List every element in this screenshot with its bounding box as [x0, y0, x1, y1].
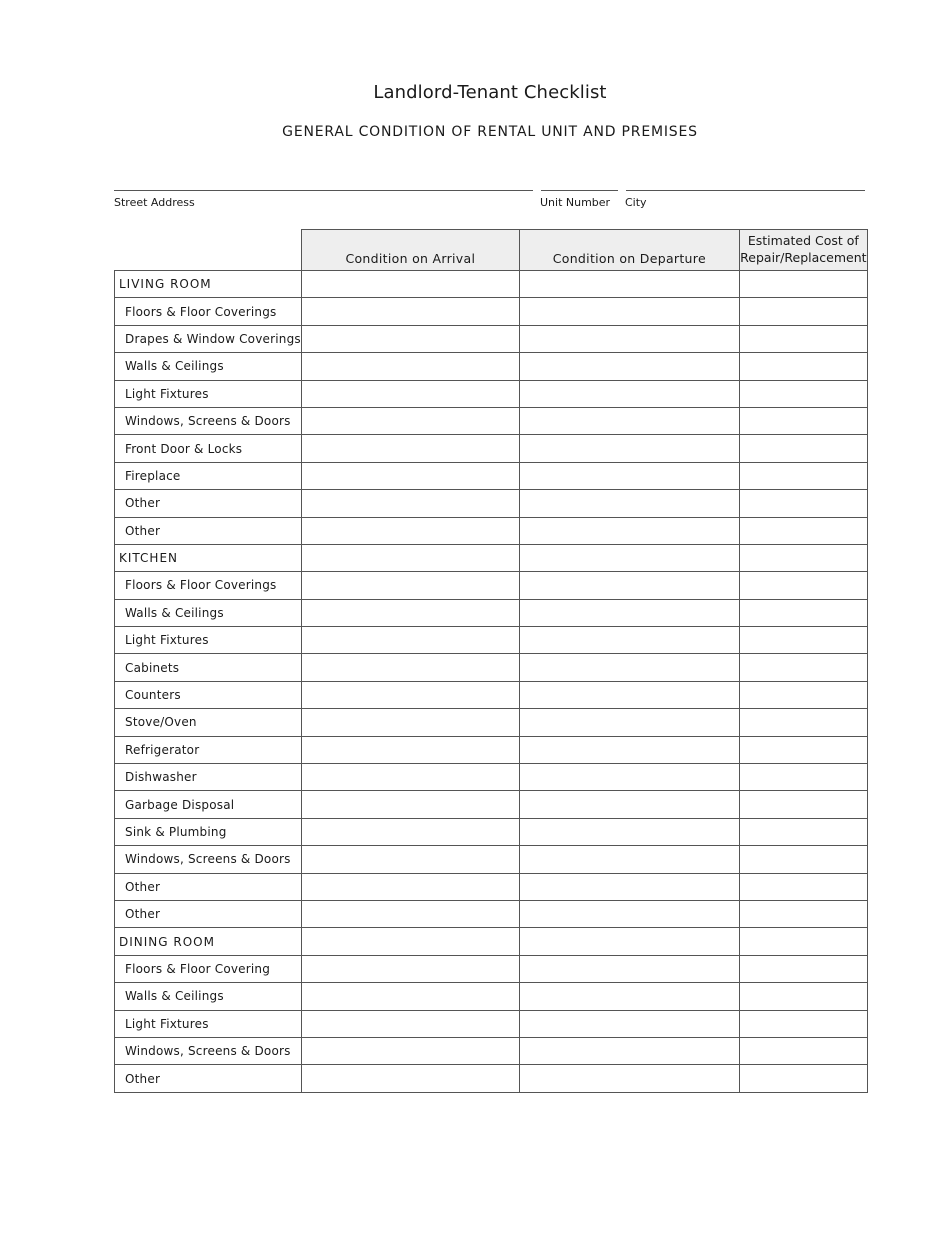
cell-departure[interactable]: [519, 764, 739, 791]
section-label: LIVING ROOM: [115, 271, 302, 298]
table-row: [115, 325, 868, 352]
cell-arrival[interactable]: [301, 709, 519, 736]
item-label: Windows, Screens & Doors: [115, 407, 302, 434]
cell-arrival[interactable]: [301, 271, 519, 298]
item-label: Counters: [115, 681, 302, 708]
cell-arrival[interactable]: [301, 325, 519, 352]
cell-cost[interactable]: [739, 983, 867, 1010]
cell-departure[interactable]: [519, 983, 739, 1010]
cell-cost[interactable]: [739, 380, 867, 407]
cell-arrival[interactable]: [301, 544, 519, 571]
cell-cost[interactable]: [739, 298, 867, 325]
page-subtitle: GENERAL CONDITION OF RENTAL UNIT AND PREMISES: [282, 124, 698, 140]
cell-cost[interactable]: [739, 1065, 867, 1092]
section-label: KITCHEN: [115, 544, 302, 571]
cell-arrival[interactable]: [301, 928, 519, 955]
cell-cost[interactable]: [739, 709, 867, 736]
cell-departure[interactable]: [519, 462, 739, 489]
cell-departure[interactable]: [519, 1065, 739, 1092]
unit-number-field[interactable]: [541, 190, 618, 191]
cell-cost[interactable]: [739, 544, 867, 571]
table-row: [115, 407, 868, 434]
item-label: Windows, Screens & Doors: [115, 1037, 302, 1064]
cell-arrival[interactable]: [301, 380, 519, 407]
cell-departure[interactable]: [519, 1010, 739, 1037]
item-label: Other: [115, 490, 302, 517]
table-row: [115, 709, 868, 736]
item-label: Windows, Screens & Doors: [115, 846, 302, 873]
cell-cost[interactable]: [739, 764, 867, 791]
cell-arrival[interactable]: [301, 818, 519, 845]
cell-departure[interactable]: [519, 791, 739, 818]
checklist-table: [114, 229, 868, 1093]
cell-departure[interactable]: [519, 873, 739, 900]
cell-departure[interactable]: [519, 681, 739, 708]
cell-cost[interactable]: [739, 846, 867, 873]
cell-departure[interactable]: [519, 572, 739, 599]
cell-arrival[interactable]: [301, 873, 519, 900]
item-label: Light Fixtures: [115, 1010, 302, 1037]
table-row: [115, 490, 868, 517]
cell-arrival[interactable]: [301, 490, 519, 517]
table-row: [115, 599, 868, 626]
section-row-living-room: [115, 271, 868, 298]
table-row: [115, 517, 868, 544]
table-row: [115, 654, 868, 681]
cell-departure[interactable]: [519, 627, 739, 654]
cell-cost[interactable]: [739, 627, 867, 654]
item-label: Light Fixtures: [115, 627, 302, 654]
item-label: Floors & Floor Coverings: [115, 572, 302, 599]
checklist-body: [115, 271, 868, 1093]
table-header-row: [115, 230, 868, 271]
cell-cost[interactable]: [739, 1010, 867, 1037]
table-row: [115, 298, 868, 325]
table-row: [115, 900, 868, 927]
item-label: Garbage Disposal: [115, 791, 302, 818]
item-label: Refrigerator: [115, 736, 302, 763]
section-label: DINING ROOM: [115, 928, 302, 955]
table-row: [115, 681, 868, 708]
cell-cost[interactable]: [739, 435, 867, 462]
table-row: [115, 1037, 868, 1064]
table-row: [115, 1010, 868, 1037]
cell-cost[interactable]: [739, 462, 867, 489]
cell-arrival[interactable]: [301, 298, 519, 325]
cell-cost[interactable]: [739, 873, 867, 900]
header-condition-arrival: Condition on Arrival: [301, 230, 519, 271]
table-row: [115, 983, 868, 1010]
cell-arrival[interactable]: [301, 407, 519, 434]
table-row: [115, 736, 868, 763]
city-label: City: [625, 196, 647, 209]
cell-cost[interactable]: [739, 325, 867, 352]
table-row: [115, 873, 868, 900]
item-label: Walls & Ceilings: [115, 983, 302, 1010]
item-label: Drapes & Window Coverings: [115, 325, 302, 352]
cell-departure[interactable]: [519, 818, 739, 845]
table-row: [115, 791, 868, 818]
header-condition-departure: Condition on Departure: [519, 230, 739, 271]
cell-arrival[interactable]: [301, 1010, 519, 1037]
cell-arrival[interactable]: [301, 435, 519, 462]
cell-arrival[interactable]: [301, 517, 519, 544]
cell-arrival[interactable]: [301, 1037, 519, 1064]
page-title: Landlord-Tenant Checklist: [373, 82, 607, 103]
cell-cost[interactable]: [739, 818, 867, 845]
cell-arrival[interactable]: [301, 1065, 519, 1092]
table-row: [115, 380, 868, 407]
header-corner: [115, 230, 302, 271]
cell-arrival[interactable]: [301, 955, 519, 982]
cell-departure[interactable]: [519, 435, 739, 462]
item-label: Cabinets: [115, 654, 302, 681]
cell-cost[interactable]: [739, 654, 867, 681]
cell-arrival[interactable]: [301, 681, 519, 708]
cell-arrival[interactable]: [301, 627, 519, 654]
cell-arrival[interactable]: [301, 462, 519, 489]
cell-departure[interactable]: [519, 955, 739, 982]
cell-arrival[interactable]: [301, 736, 519, 763]
cell-cost[interactable]: [739, 928, 867, 955]
cell-departure[interactable]: [519, 654, 739, 681]
cell-cost[interactable]: [739, 407, 867, 434]
cell-cost[interactable]: [739, 517, 867, 544]
cell-departure[interactable]: [519, 517, 739, 544]
table-row: [115, 627, 868, 654]
cell-arrival[interactable]: [301, 791, 519, 818]
cell-cost[interactable]: [739, 955, 867, 982]
cell-arrival[interactable]: [301, 572, 519, 599]
table-row: [115, 846, 868, 873]
section-row-kitchen: [115, 544, 868, 571]
table-row: [115, 955, 868, 982]
table-row: [115, 764, 868, 791]
cell-departure[interactable]: [519, 599, 739, 626]
street-address-field[interactable]: [114, 190, 533, 191]
item-label: Front Door & Locks: [115, 435, 302, 462]
cell-cost[interactable]: [739, 490, 867, 517]
cell-departure[interactable]: [519, 380, 739, 407]
item-label: Other: [115, 900, 302, 927]
cell-arrival[interactable]: [301, 599, 519, 626]
section-row-dining-room: [115, 928, 868, 955]
cell-departure[interactable]: [519, 709, 739, 736]
table-row: [115, 462, 868, 489]
item-label: Light Fixtures: [115, 380, 302, 407]
table-row: [115, 435, 868, 462]
cell-departure[interactable]: [519, 928, 739, 955]
cell-cost[interactable]: [739, 736, 867, 763]
cell-departure[interactable]: [519, 271, 739, 298]
cell-cost[interactable]: [739, 271, 867, 298]
header-estimated-cost: Estimated Cost of Repair/Replacement: [739, 230, 867, 271]
item-label: Stove/Oven: [115, 709, 302, 736]
cell-departure[interactable]: [519, 736, 739, 763]
item-label: Other: [115, 873, 302, 900]
cell-cost[interactable]: [739, 900, 867, 927]
cell-cost[interactable]: [739, 791, 867, 818]
cell-departure[interactable]: [519, 900, 739, 927]
city-field[interactable]: [626, 190, 865, 191]
unit-number-label: Unit Number: [540, 196, 611, 209]
cell-departure[interactable]: [519, 325, 739, 352]
table-row: [115, 818, 868, 845]
table-row: [115, 1065, 868, 1092]
cell-cost[interactable]: [739, 1037, 867, 1064]
cell-arrival[interactable]: [301, 900, 519, 927]
item-label: Floors & Floor Covering: [115, 955, 302, 982]
item-label: Sink & Plumbing: [115, 818, 302, 845]
item-label: Other: [115, 517, 302, 544]
cell-cost[interactable]: [739, 681, 867, 708]
cell-cost[interactable]: [739, 353, 867, 380]
cell-departure[interactable]: [519, 490, 739, 517]
cell-arrival[interactable]: [301, 983, 519, 1010]
item-label: Other: [115, 1065, 302, 1092]
item-label: Dishwasher: [115, 764, 302, 791]
cell-departure[interactable]: [519, 298, 739, 325]
cell-arrival[interactable]: [301, 654, 519, 681]
street-address-label: Street Address: [114, 196, 195, 209]
item-label: Walls & Ceilings: [115, 599, 302, 626]
table-row: [115, 353, 868, 380]
cell-departure[interactable]: [519, 544, 739, 571]
cell-departure[interactable]: [519, 846, 739, 873]
cell-arrival[interactable]: [301, 764, 519, 791]
cell-departure[interactable]: [519, 407, 739, 434]
cell-cost[interactable]: [739, 572, 867, 599]
cell-departure[interactable]: [519, 1037, 739, 1064]
cell-arrival[interactable]: [301, 353, 519, 380]
cell-arrival[interactable]: [301, 846, 519, 873]
table-row: [115, 572, 868, 599]
cell-cost[interactable]: [739, 599, 867, 626]
item-label: Fireplace: [115, 462, 302, 489]
item-label: Walls & Ceilings: [115, 353, 302, 380]
item-label: Floors & Floor Coverings: [115, 298, 302, 325]
cell-departure[interactable]: [519, 353, 739, 380]
